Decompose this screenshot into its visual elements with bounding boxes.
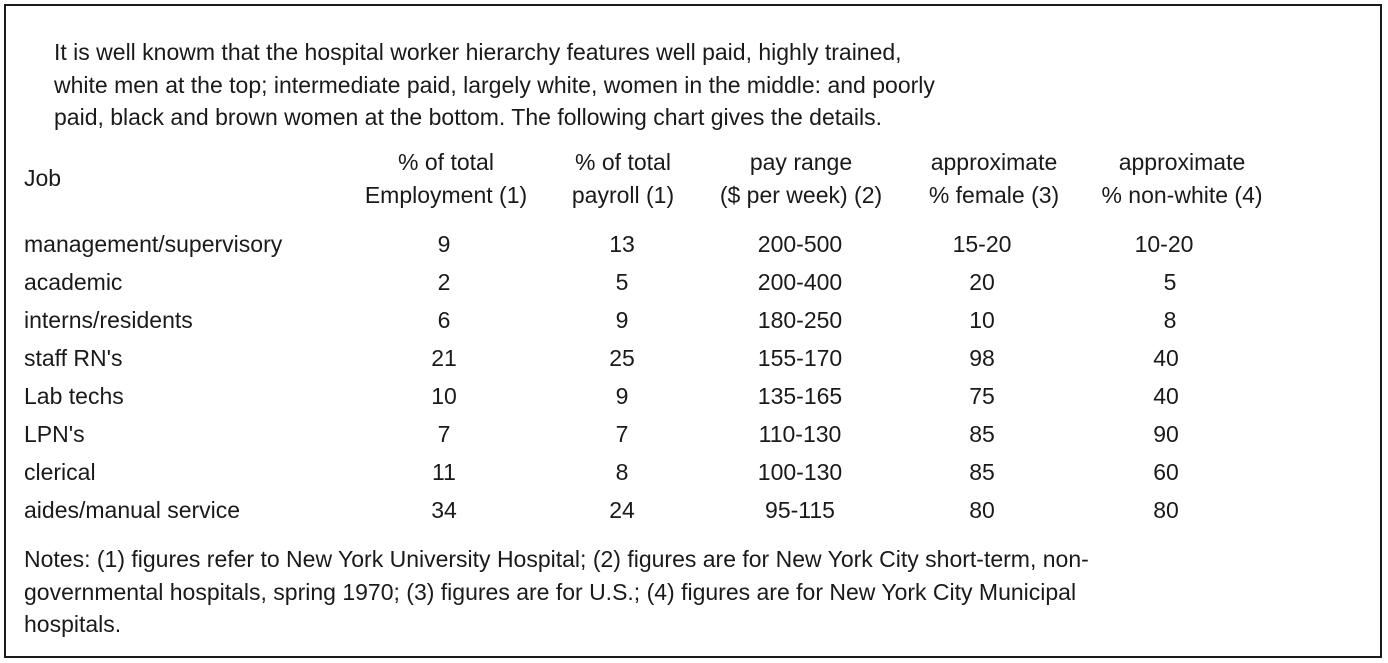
header-payroll-line2: payroll (1) bbox=[571, 182, 675, 208]
header-employment-line2: Employment (1) bbox=[364, 182, 528, 208]
cell-pay-range: 180-250 bbox=[757, 307, 843, 333]
notes-paragraph bbox=[24, 543, 1364, 641]
header-non-white bbox=[1084, 146, 1280, 212]
table-row bbox=[6, 263, 1380, 301]
cell-employment: 11 bbox=[432, 459, 456, 485]
cell-non-white: 90 bbox=[1153, 421, 1179, 447]
cell-female: 15-20 bbox=[952, 231, 1012, 257]
cell-payroll: 9 bbox=[615, 307, 629, 333]
cell-employment: 7 bbox=[437, 421, 451, 447]
header-payroll bbox=[552, 146, 694, 212]
cell-job: interns/residents bbox=[24, 307, 193, 333]
header-payroll-line1: % of total bbox=[575, 149, 671, 175]
cell-employment: 2 bbox=[437, 269, 451, 295]
header-employment bbox=[342, 146, 550, 212]
document-frame bbox=[4, 4, 1382, 658]
cell-pay-range: 155-170 bbox=[757, 345, 843, 371]
cell-payroll: 13 bbox=[609, 231, 635, 257]
cell-non-white: 10-20 bbox=[1134, 231, 1194, 257]
header-job bbox=[24, 162, 61, 195]
table-row bbox=[6, 377, 1380, 415]
cell-job: Lab techs bbox=[24, 383, 124, 409]
header-female-line2: % female (3) bbox=[928, 182, 1060, 208]
cell-job: staff RN's bbox=[24, 345, 123, 371]
header-female bbox=[912, 146, 1076, 212]
notes-line: governmental hospitals, spring 1970; (3) figures are for U.S.; (4) figures are for New York City Municipal bbox=[24, 578, 1077, 605]
cell-female: 75 bbox=[969, 383, 995, 409]
table-row bbox=[6, 415, 1380, 453]
cell-female: 85 bbox=[969, 421, 995, 447]
intro-line: paid, black and brown women at the bottom. The following chart gives the details. bbox=[54, 104, 883, 130]
cell-job: management/supervisory bbox=[24, 231, 283, 257]
cell-female: 80 bbox=[969, 497, 995, 523]
cell-non-white: 60 bbox=[1153, 459, 1179, 485]
cell-female: 85 bbox=[969, 459, 995, 485]
cell-non-white: 80 bbox=[1153, 497, 1179, 523]
cell-job: LPN's bbox=[24, 421, 85, 447]
intro-line: white men at the top; intermediate paid, largely white, women in the middle: and poorly bbox=[54, 71, 935, 98]
cell-payroll: 25 bbox=[609, 345, 635, 371]
cell-employment: 10 bbox=[431, 383, 457, 409]
header-non-white-line2: % non-white (4) bbox=[1101, 182, 1263, 208]
header-employment-line1: % of total bbox=[398, 149, 494, 175]
cell-payroll: 7 bbox=[615, 421, 629, 447]
cell-payroll: 5 bbox=[615, 269, 629, 295]
cell-female: 20 bbox=[969, 269, 995, 295]
cell-employment: 21 bbox=[431, 345, 457, 371]
header-non-white-line1: approximate bbox=[1118, 149, 1246, 175]
header-pay-range-line1: pay range bbox=[749, 149, 853, 175]
cell-job: academic bbox=[24, 269, 123, 295]
cell-pay-range: 200-500 bbox=[757, 231, 843, 257]
table-row bbox=[6, 225, 1380, 263]
intro-paragraph bbox=[54, 36, 1254, 134]
header-pay-range-line2: ($ per week) (2) bbox=[719, 182, 883, 208]
cell-payroll: 8 bbox=[615, 459, 629, 485]
cell-employment: 9 bbox=[437, 231, 451, 257]
table-row bbox=[6, 301, 1380, 339]
cell-job: clerical bbox=[24, 459, 96, 485]
cell-employment: 34 bbox=[431, 497, 457, 523]
cell-employment: 6 bbox=[437, 307, 451, 333]
cell-pay-range: 110-130 bbox=[758, 421, 842, 447]
cell-pay-range: 95-115 bbox=[765, 497, 835, 523]
cell-pay-range: 200-400 bbox=[757, 269, 843, 295]
cell-non-white: 40 bbox=[1153, 383, 1179, 409]
notes-line: hospitals. bbox=[24, 611, 122, 637]
cell-non-white: 40 bbox=[1153, 345, 1179, 371]
header-job-label: Job bbox=[24, 165, 62, 191]
header-pay-range bbox=[698, 146, 904, 212]
cell-pay-range: 135-165 bbox=[757, 383, 843, 409]
cell-payroll: 9 bbox=[615, 383, 629, 409]
notes-line: Notes: (1) figures refer to New York University Hospital; (2) figures are for New York City short-term, non- bbox=[24, 546, 1089, 572]
cell-female: 10 bbox=[969, 307, 995, 333]
cell-non-white: 5 bbox=[1163, 269, 1177, 295]
cell-job: aides/manual service bbox=[24, 497, 241, 523]
table-row bbox=[6, 453, 1380, 491]
header-female-line1: approximate bbox=[930, 149, 1058, 175]
cell-pay-range: 100-130 bbox=[757, 459, 843, 485]
cell-non-white: 8 bbox=[1163, 307, 1177, 333]
intro-line: It is well knowm that the hospital worker hierarchy features well paid, highly trained, bbox=[54, 39, 902, 65]
table-row bbox=[6, 339, 1380, 377]
cell-female: 98 bbox=[969, 345, 995, 371]
cell-payroll: 24 bbox=[609, 497, 635, 523]
table-row bbox=[6, 491, 1380, 529]
